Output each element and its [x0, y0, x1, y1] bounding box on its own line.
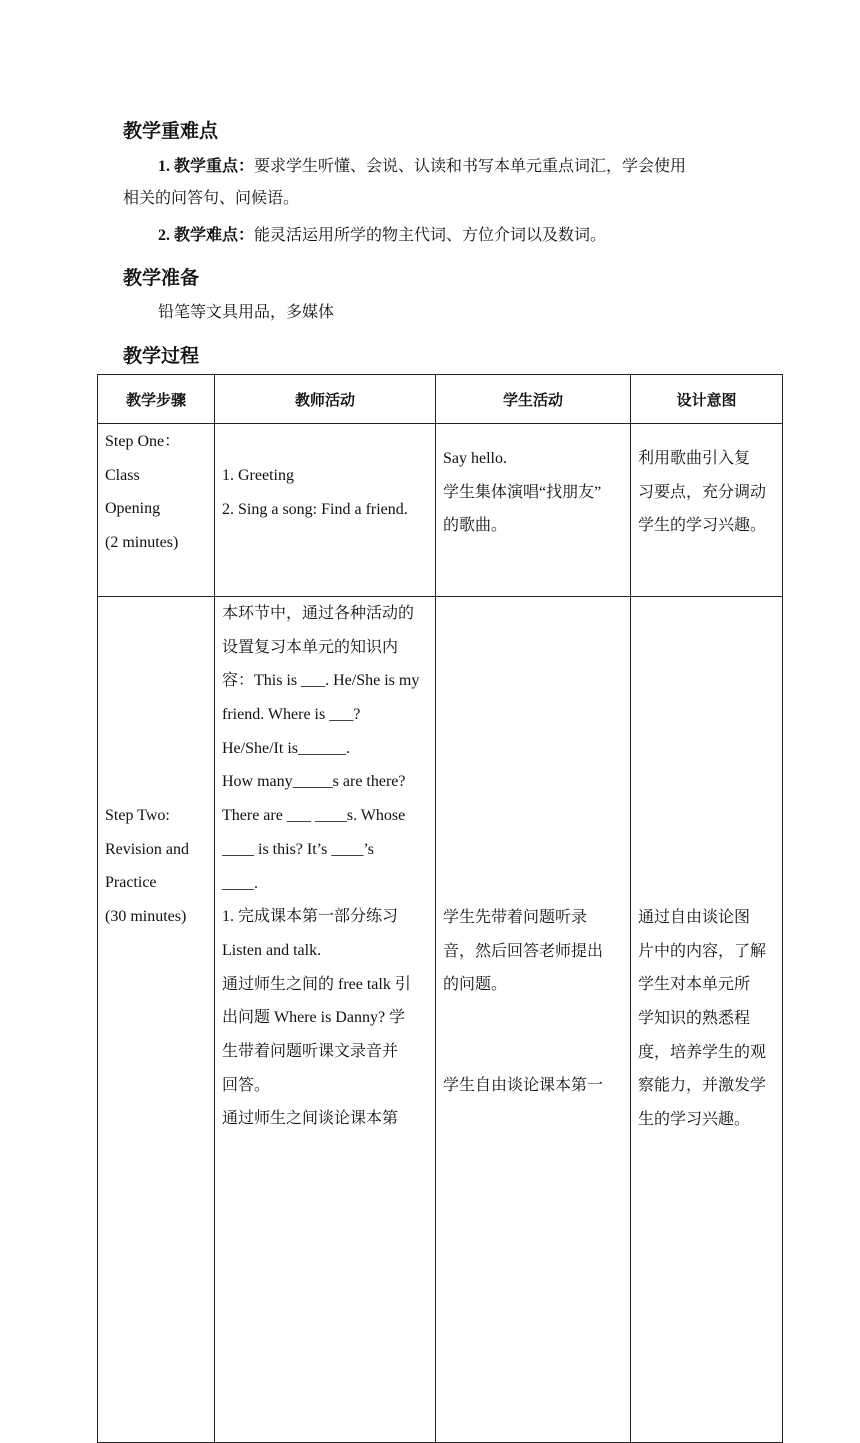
cell-line: 1. 完成课本第一部分练习 [222, 908, 399, 926]
cell-line: 学生自由谈论课本第一 [443, 1077, 604, 1095]
cell-line: friend. Where is ___? [222, 706, 361, 724]
cell-line: ____ is this? It’s ____’s [222, 840, 375, 858]
header-step: 教学步骤 [98, 375, 215, 424]
cell-line: There are ___ ____s. Whose [222, 807, 406, 825]
table-header-row [98, 375, 783, 424]
cell-line: 容：This is ___. He/She is my [222, 672, 420, 690]
cell-line: 学生对本单元所 [638, 976, 751, 994]
row1-teacher [215, 424, 436, 597]
prep-text: 铅笔等文具用品，多媒体 [158, 304, 335, 321]
section-title-process: 教学过程 [123, 345, 200, 367]
row2-design [631, 597, 783, 1443]
cell-line: Revision and [105, 840, 189, 858]
cell-line: 生的学习兴趣。 [638, 1111, 751, 1129]
key-point-2-text: 能灵活运用所学的物主代词、方位介词以及数词。 [254, 227, 607, 244]
cell-line: 度，培养学生的观 [638, 1043, 767, 1061]
cell-line: (30 minutes) [105, 908, 187, 926]
key-point-1-text: 要求学生听懂、会说、认读和书写本单元重点词汇，学会使用 [254, 158, 687, 175]
section-title-key-points: 教学重难点 [123, 120, 219, 142]
cell-line: 通过师生之间谈论课本第 [222, 1110, 399, 1128]
row1-step [98, 424, 215, 597]
cell-line: 生带着问题听课文录音并 [222, 1042, 399, 1060]
row1-student [436, 424, 631, 597]
cell-line: Listen and talk. [222, 941, 322, 959]
row2-student [436, 597, 631, 1443]
cell-line: Say hello. [443, 450, 507, 467]
cell-line: How many_____s are there? [222, 773, 406, 791]
cell-line: 片中的内容，了解 [638, 942, 767, 960]
teaching-process-table [97, 374, 783, 1443]
cell-line: 利用歌曲引入复 [638, 450, 751, 467]
header-student-activity: 学生活动 [436, 375, 631, 424]
key-point-1 [158, 157, 686, 177]
cell-line: 的问题。 [443, 976, 508, 994]
cell-line: 学生集体演唱“找朋友” [443, 483, 602, 501]
cell-line: 本环节中，通过各种活动的 [222, 605, 415, 622]
cell-line: Step One： [105, 433, 181, 450]
cell-line: Step Two: [105, 807, 170, 824]
key-point-2-label: 2. 教学难点： [158, 227, 255, 244]
cell-line: 的歌曲。 [443, 517, 508, 535]
section-title-prep: 教学准备 [123, 267, 200, 289]
header-teacher-activity: 教师活动 [215, 375, 436, 424]
cell-line: 设置复习本单元的知识内 [222, 638, 399, 656]
row2-step [98, 597, 215, 1443]
cell-line: 学生先带着问题听录 [443, 909, 588, 926]
cell-line: 察能力，并激发学 [638, 1077, 767, 1095]
key-point-2 [158, 226, 606, 246]
cell-line: 习要点，充分调动 [638, 483, 767, 501]
cell-line: He/She/It is______. [222, 739, 350, 757]
key-point-1-label: 1. 教学重点： [158, 158, 255, 175]
cell-gap [443, 1002, 623, 1069]
cell-line: 2. Sing a song: Find a friend. [222, 500, 408, 518]
cell-line: Opening [105, 500, 161, 518]
cell-line: 学知识的熟悉程 [638, 1010, 751, 1028]
cell-line: 1. Greeting [222, 467, 294, 484]
table-row [98, 424, 783, 597]
row1-design [631, 424, 783, 597]
cell-line: 通过师生之间的 free talk 引 [222, 975, 411, 993]
cell-line: ____. [222, 874, 258, 892]
cell-line: 学生的学习兴趣。 [638, 517, 767, 535]
cell-line: (2 minutes) [105, 534, 179, 552]
cell-line: 通过自由谈论图 [638, 909, 751, 926]
table-row [98, 597, 783, 1443]
cell-line: 回答。 [222, 1076, 271, 1094]
header-design-intent: 设计意图 [631, 375, 783, 424]
cell-line: 出问题 Where is Danny? 学 [222, 1009, 406, 1027]
cell-line: Class [105, 466, 140, 484]
row2-teacher [215, 597, 436, 1443]
cell-line: Practice [105, 874, 157, 892]
key-point-1-continuation: 相关的问答句、问候语。 [123, 190, 300, 207]
cell-line: 音，然后回答老师提出 [443, 942, 604, 960]
